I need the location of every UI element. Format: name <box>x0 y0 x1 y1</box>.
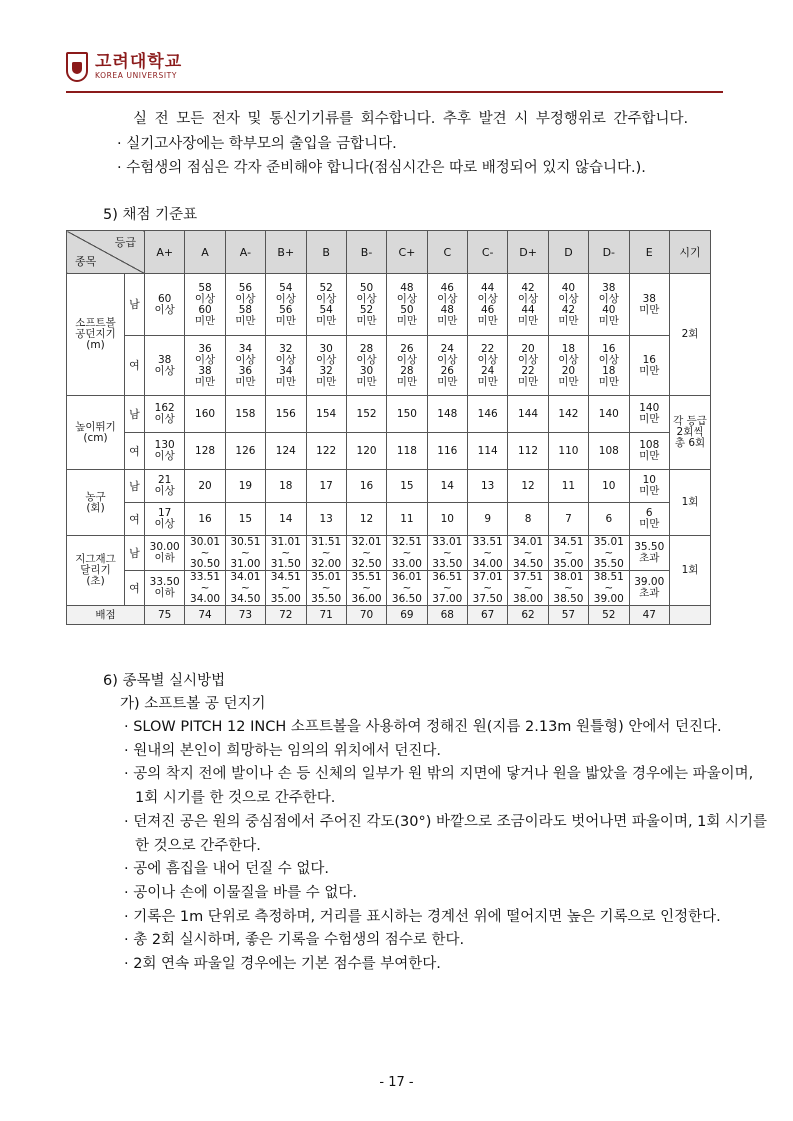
score-cell: 37.51 ~ 38.00 <box>508 571 548 606</box>
points-cell: 57 <box>548 606 588 625</box>
score-cell: 120 <box>346 433 386 470</box>
score-cell: 58 이상 60 미만 <box>185 274 225 336</box>
grade-header: A+ <box>145 231 185 274</box>
subsection-title: 가) 소프트볼 공 던지기 <box>120 696 266 712</box>
rule-line: 1회 시기를 한 것으로 간주한다. <box>135 790 336 807</box>
grade-header: C- <box>468 231 508 274</box>
score-cell: 11 <box>387 503 427 536</box>
attempts-cell: 1회 <box>670 470 711 536</box>
score-cell: 122 <box>306 433 346 470</box>
score-cell: 46 이상 48 미만 <box>427 274 467 336</box>
university-logo <box>66 52 182 82</box>
sex-label: 남 <box>125 396 145 433</box>
grade-header: B <box>306 231 346 274</box>
score-cell: 6 <box>589 503 629 536</box>
corner-cell <box>67 231 145 274</box>
score-cell: 38 이상 <box>145 336 185 396</box>
score-cell: 17 <box>306 470 346 503</box>
event-row <box>67 536 711 571</box>
score-cell: 7 <box>548 503 588 536</box>
score-cell: 150 <box>387 396 427 433</box>
score-cell: 36.01 ~ 36.50 <box>387 571 427 606</box>
score-cell: 15 <box>225 503 265 536</box>
score-cell: 124 <box>266 433 306 470</box>
points-cell: 75 <box>145 606 185 625</box>
score-cell: 118 <box>387 433 427 470</box>
score-cell: 31.51 ~ 32.00 <box>306 536 346 571</box>
intro-line-3: · 수험생의 점심은 각자 준비해야 합니다(점심시간은 따로 배정되어 있지 않습니다.). <box>117 160 646 176</box>
points-cell: 62 <box>508 606 548 625</box>
attempts-cell: 각 등급 2회씩 총 6회 <box>670 396 711 470</box>
score-cell: 34.01 ~ 34.50 <box>508 536 548 571</box>
sex-label: 남 <box>125 274 145 336</box>
grade-header: A <box>185 231 225 274</box>
grade-header: D <box>548 231 588 274</box>
rule-line: · 던져진 공은 원의 중심점에서 주어진 각도(30°) 바깥으로 조금이라도 벗어나면 파울이며, 1회 시기를 <box>124 813 768 830</box>
score-cell: 20 이상 22 미만 <box>508 336 548 396</box>
score-cell: 26 이상 28 미만 <box>387 336 427 396</box>
scoring-table <box>66 230 711 625</box>
points-cell: 70 <box>346 606 386 625</box>
intro-line-1: 실 전 모든 전자 및 통신기기류를 회수합니다. 추후 발견 시 부정행위로 간주합니다. <box>133 111 689 127</box>
score-cell: 36 이상 38 미만 <box>185 336 225 396</box>
section-6-title: 6) 종목별 실시방법 <box>103 673 226 689</box>
attempts-cell: 2회 <box>670 274 711 396</box>
score-cell: 24 이상 26 미만 <box>427 336 467 396</box>
event-row <box>67 274 711 336</box>
corner-grade-label: 등급 <box>114 236 136 249</box>
score-cell: 12 <box>508 470 548 503</box>
score-cell: 40 이상 42 미만 <box>548 274 588 336</box>
score-cell: 148 <box>427 396 467 433</box>
score-cell: 32.01 ~ 32.50 <box>346 536 386 571</box>
score-cell: 22 이상 24 미만 <box>468 336 508 396</box>
rule-line: · 총 2회 실시하며, 좋은 기록을 수험생의 점수로 한다. <box>124 932 465 949</box>
score-cell: 16 <box>185 503 225 536</box>
sex-label: 여 <box>125 336 145 396</box>
sex-label: 여 <box>125 503 145 536</box>
event-row <box>67 336 711 396</box>
grade-header: B+ <box>266 231 306 274</box>
grade-header: D- <box>589 231 629 274</box>
score-cell: 35.01 ~ 35.50 <box>306 571 346 606</box>
points-label: 배점 <box>67 606 145 625</box>
score-cell: 10 미만 <box>629 470 670 503</box>
score-cell: 12 <box>346 503 386 536</box>
event-row <box>67 503 711 536</box>
score-cell: 110 <box>548 433 588 470</box>
score-cell: 35.51 ~ 36.00 <box>346 571 386 606</box>
score-cell: 50 이상 52 미만 <box>346 274 386 336</box>
score-cell: 32 이상 34 미만 <box>266 336 306 396</box>
event-row <box>67 571 711 606</box>
event-name: 지그재그 달리기 (초) <box>67 536 125 606</box>
intro-line-2: · 실기고사장에는 학부모의 출입을 금합니다. <box>117 136 397 152</box>
grade-header: A- <box>225 231 265 274</box>
score-cell: 38 미만 <box>629 274 670 336</box>
event-name: 농구 (회) <box>67 470 125 536</box>
score-cell: 15 <box>387 470 427 503</box>
score-cell: 154 <box>306 396 346 433</box>
score-cell: 30.51 ~ 31.00 <box>225 536 265 571</box>
score-cell: 160 <box>185 396 225 433</box>
score-cell: 112 <box>508 433 548 470</box>
score-cell: 33.51 ~ 34.00 <box>468 536 508 571</box>
grade-header: D+ <box>508 231 548 274</box>
rule-line: · 공이나 손에 이물질을 바를 수 없다. <box>124 884 357 901</box>
score-cell: 16 이상 18 미만 <box>589 336 629 396</box>
logo-korean: 고려대학교 <box>95 52 183 72</box>
header-rule <box>66 91 723 93</box>
score-cell: 30.01 ~ 30.50 <box>185 536 225 571</box>
points-cell: 73 <box>225 606 265 625</box>
score-cell: 44 이상 46 미만 <box>468 274 508 336</box>
page-number: - 17 - <box>379 1075 414 1090</box>
points-row <box>67 606 711 625</box>
grade-header: C+ <box>387 231 427 274</box>
score-cell: 21 이상 <box>145 470 185 503</box>
event-name: 높이뛰기 (cm) <box>67 396 125 470</box>
score-cell: 14 <box>266 503 306 536</box>
score-cell: 10 <box>589 470 629 503</box>
score-cell: 144 <box>508 396 548 433</box>
score-cell: 54 이상 56 미만 <box>266 274 306 336</box>
score-cell: 108 미만 <box>629 433 670 470</box>
event-row <box>67 433 711 470</box>
score-cell: 9 <box>468 503 508 536</box>
score-cell: 42 이상 44 미만 <box>508 274 548 336</box>
grade-header: C <box>427 231 467 274</box>
score-cell: 56 이상 58 미만 <box>225 274 265 336</box>
rule-line: · 공에 흠집을 내어 던질 수 없다. <box>124 861 329 878</box>
score-cell: 18 <box>266 470 306 503</box>
attempts-cell: 1회 <box>670 536 711 606</box>
score-cell: 10 <box>427 503 467 536</box>
score-cell: 128 <box>185 433 225 470</box>
sex-label: 여 <box>125 571 145 606</box>
points-cell: 52 <box>589 606 629 625</box>
score-cell: 31.01 ~ 31.50 <box>266 536 306 571</box>
score-cell: 108 <box>589 433 629 470</box>
event-name: 소프트볼 공던지기 (m) <box>67 274 125 396</box>
points-cell: 72 <box>266 606 306 625</box>
sex-label: 남 <box>125 470 145 503</box>
score-cell: 13 <box>306 503 346 536</box>
points-empty-cell <box>670 606 711 625</box>
score-cell: 140 미만 <box>629 396 670 433</box>
score-cell: 28 이상 30 미만 <box>346 336 386 396</box>
score-cell: 17 이상 <box>145 503 185 536</box>
score-cell: 142 <box>548 396 588 433</box>
grade-header-row <box>67 231 711 274</box>
score-cell: 14 <box>427 470 467 503</box>
score-cell: 6 미만 <box>629 503 670 536</box>
rule-line: · SLOW PITCH 12 INCH 소프트볼을 사용하여 정해진 원(지름 2.13m 원틀형) 안에서 던진다. <box>124 719 722 735</box>
points-cell: 69 <box>387 606 427 625</box>
score-cell: 13 <box>468 470 508 503</box>
score-cell: 34.51 ~ 35.00 <box>548 536 588 571</box>
sex-label: 남 <box>125 536 145 571</box>
score-cell: 38.01 ~ 38.50 <box>548 571 588 606</box>
attempts-header: 시기 <box>670 231 711 274</box>
score-cell: 126 <box>225 433 265 470</box>
score-cell: 35.50 초과 <box>629 536 670 571</box>
score-cell: 20 <box>185 470 225 503</box>
score-cell: 146 <box>468 396 508 433</box>
score-cell: 114 <box>468 433 508 470</box>
score-cell: 60 이상 <box>145 274 185 336</box>
rule-line: · 원내의 본인이 희망하는 임의의 위치에서 던진다. <box>124 742 442 759</box>
score-cell: 30.00 이하 <box>145 536 185 571</box>
sex-label: 여 <box>125 433 145 470</box>
score-cell: 39.00 초과 <box>629 571 670 606</box>
score-cell: 33.51 ~ 34.00 <box>185 571 225 606</box>
score-cell: 38 이상 40 미만 <box>589 274 629 336</box>
grade-header: E <box>629 231 670 274</box>
rule-line: 한 것으로 간주한다. <box>135 837 261 854</box>
score-cell: 48 이상 50 미만 <box>387 274 427 336</box>
score-cell: 11 <box>548 470 588 503</box>
section-5-title: 5) 채점 기준표 <box>103 207 198 223</box>
score-cell: 34 이상 36 미만 <box>225 336 265 396</box>
score-cell: 130 이상 <box>145 433 185 470</box>
score-cell: 52 이상 54 미만 <box>306 274 346 336</box>
score-cell: 140 <box>589 396 629 433</box>
score-cell: 158 <box>225 396 265 433</box>
score-cell: 32.51 ~ 33.00 <box>387 536 427 571</box>
points-cell: 67 <box>468 606 508 625</box>
points-cell: 68 <box>427 606 467 625</box>
score-cell: 16 <box>346 470 386 503</box>
rule-line: · 기록은 1m 단위로 측정하며, 거리를 표시하는 경계선 위에 떨어지면 높은 기록으로 인정한다. <box>124 908 721 925</box>
score-cell: 38.51 ~ 39.00 <box>589 571 629 606</box>
grade-header: B- <box>346 231 386 274</box>
score-cell: 156 <box>266 396 306 433</box>
logo-english: KOREA UNIVERSITY <box>95 71 178 80</box>
score-cell: 8 <box>508 503 548 536</box>
crest-icon <box>66 52 88 82</box>
score-cell: 35.01 ~ 35.50 <box>589 536 629 571</box>
event-row <box>67 396 711 433</box>
score-cell: 36.51 ~ 37.00 <box>427 571 467 606</box>
score-cell: 37.01 ~ 37.50 <box>468 571 508 606</box>
points-cell: 71 <box>306 606 346 625</box>
event-row <box>67 470 711 503</box>
score-cell: 34.51 ~ 35.00 <box>266 571 306 606</box>
score-cell: 33.50 이하 <box>145 571 185 606</box>
score-cell: 16 미만 <box>629 336 670 396</box>
points-cell: 74 <box>185 606 225 625</box>
corner-event-label: 종목 <box>75 255 97 268</box>
score-cell: 18 이상 20 미만 <box>548 336 588 396</box>
score-cell: 19 <box>225 470 265 503</box>
score-cell: 30 이상 32 미만 <box>306 336 346 396</box>
score-cell: 33.01 ~ 33.50 <box>427 536 467 571</box>
score-cell: 116 <box>427 433 467 470</box>
points-cell: 47 <box>629 606 670 625</box>
score-cell: 152 <box>346 396 386 433</box>
rule-line: · 2회 연속 파울일 경우에는 기본 점수를 부여한다. <box>124 956 441 972</box>
score-cell: 162 이상 <box>145 396 185 433</box>
score-cell: 34.01 ~ 34.50 <box>225 571 265 606</box>
rule-line: · 공의 착지 전에 발이나 손 등 신체의 일부가 원 밖의 지면에 닿거나 원을 밟았을 경우에는 파울이며, <box>124 766 754 783</box>
